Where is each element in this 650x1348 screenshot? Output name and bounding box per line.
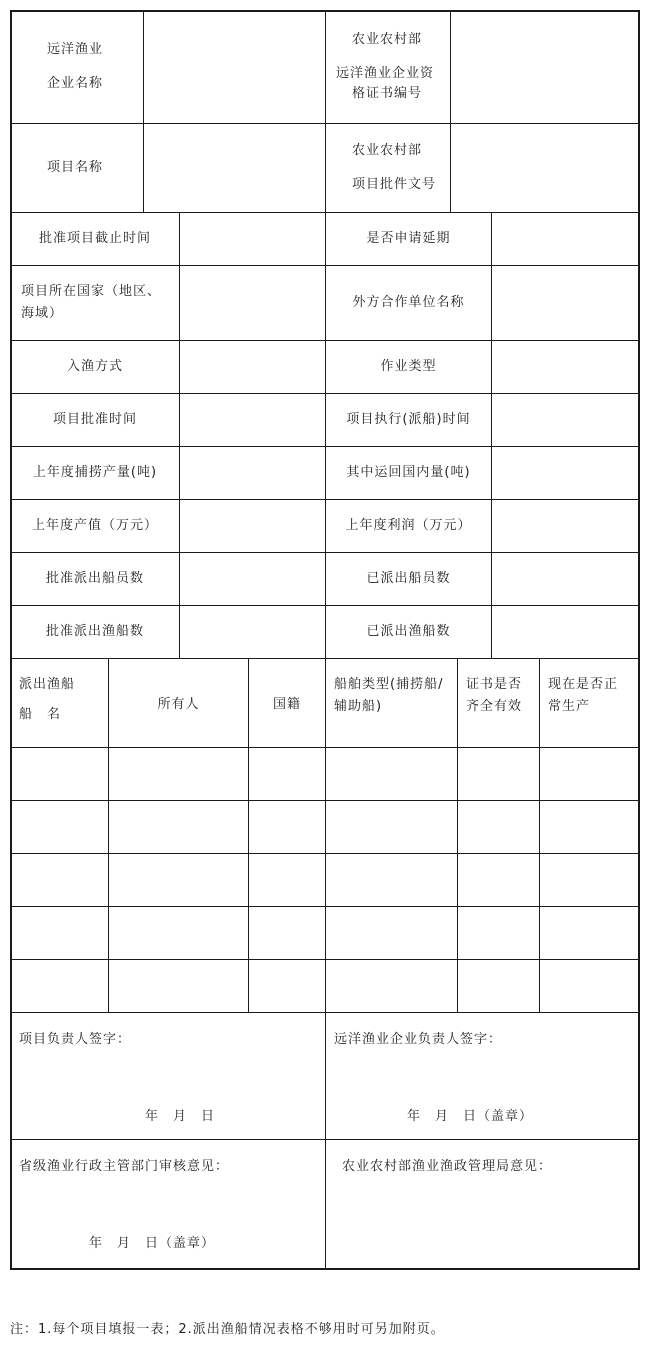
vessel-type-header-line1: 船舶类型(捕捞船/ [334, 677, 444, 692]
project-approval-time-text: 项目批准时间 [52, 412, 137, 427]
project-execution-time-text: 项目执行(派船)时间 [346, 412, 471, 427]
approved-deadline-text: 批准项目截止时间 [38, 231, 151, 246]
project-leader-date-text: 年 月 日 [144, 1109, 215, 1124]
vessel-production-header-line1: 现在是否正 [548, 677, 619, 692]
vessel-row-2-owner-field[interactable] [109, 801, 248, 853]
approved-vessels-text: 批准派出渔船数 [45, 624, 144, 639]
outer-right-border [638, 10, 640, 1270]
approved-deadline-label [11, 213, 179, 265]
vessel-row-2-vessel-name-field[interactable] [11, 801, 108, 853]
h-rule [10, 1012, 638, 1013]
approved-crew-label [11, 553, 179, 605]
enterprise-name-field[interactable] [144, 11, 325, 123]
vessel-production-header-line2: 常生产 [548, 699, 591, 714]
last-year-profit-text: 上年度利润（万元） [345, 518, 472, 533]
vessel-name-header-line2: 船 名 [19, 707, 62, 722]
field-project-execution-time[interactable] [492, 394, 638, 446]
h-rule [10, 1139, 638, 1140]
vessel-cert-header [458, 659, 539, 747]
vessel-row-2-flag-field[interactable] [249, 801, 325, 853]
vessel-cert-header-line1: 证书是否 [466, 677, 523, 692]
vessel-row-4-vessel-name-field[interactable] [11, 907, 108, 959]
field-last-year-output[interactable] [180, 500, 325, 552]
field-foreign-partner[interactable] [492, 266, 638, 340]
vessel-row-2-vessel-type-field[interactable] [326, 801, 457, 853]
vessel-row-1-in-production-field[interactable] [540, 748, 638, 800]
operation-type-text: 作业类型 [380, 359, 437, 374]
foreign-partner-text: 外方合作单位名称 [352, 295, 465, 310]
last-year-output-text: 上年度产值（万元） [31, 518, 158, 533]
vessel-row-1-cert-valid-field[interactable] [458, 748, 539, 800]
fishing-mode-label [11, 341, 179, 393]
field-approved-vessels[interactable] [180, 606, 325, 658]
vessel-production-header [540, 659, 638, 747]
vessel-row-4-in-production-field[interactable] [540, 907, 638, 959]
field-dispatched-vessels[interactable] [492, 606, 638, 658]
project-execution-time-label [326, 394, 491, 446]
vessel-owner-header-text: 所有人 [157, 697, 200, 712]
enterprise-leader-sign-text: 远洋渔业企业负责人签字： [334, 1032, 503, 1047]
project-approval-number-label [326, 124, 450, 212]
project-leader-sign-text: 项目负责人签字： [19, 1032, 132, 1047]
vessel-row-4-flag-field[interactable] [249, 907, 325, 959]
apply-extension-text: 是否申请延期 [366, 231, 451, 246]
vessel-type-header-line2: 辅助船) [334, 699, 383, 714]
field-last-year-profit[interactable] [492, 500, 638, 552]
cert-label-line1: 农业农村部 [352, 32, 423, 47]
vessel-row-1-owner-field[interactable] [109, 748, 248, 800]
project-name-label-text: 项目名称 [47, 160, 104, 175]
project-name-field[interactable] [144, 124, 325, 212]
vessel-row-4-owner-field[interactable] [109, 907, 248, 959]
vessel-row-2-in-production-field[interactable] [540, 801, 638, 853]
provincial-opinion-label [19, 1157, 319, 1177]
enterprise-name-label-line1: 远洋渔业 [47, 42, 104, 57]
shipped-home-label [326, 447, 491, 499]
enterprise-cert-number-label [326, 11, 450, 123]
vessel-row-3-owner-field[interactable] [109, 854, 248, 906]
operation-type-label [326, 341, 491, 393]
vessel-row-5-vessel-name-field[interactable] [11, 960, 108, 1012]
field-approved-crew[interactable] [180, 553, 325, 605]
field-apply-extension[interactable] [492, 213, 638, 265]
vessel-name-header [11, 659, 108, 747]
ministry-opinion-label [342, 1157, 632, 1177]
dispatched-vessels-label [326, 606, 491, 658]
last-year-catch-text: 上年度捕捞产量(吨) [32, 465, 158, 480]
field-operation-type[interactable] [492, 341, 638, 393]
vessel-row-1-vessel-type-field[interactable] [326, 748, 457, 800]
vessel-row-5-flag-field[interactable] [249, 960, 325, 1012]
field-dispatched-crew[interactable] [492, 553, 638, 605]
project-leader-sign-date [120, 1105, 240, 1124]
vessel-row-5-vessel-type-field[interactable] [326, 960, 457, 1012]
approval-label-line2: 项目批件文号 [352, 177, 437, 192]
shipped-home-text: 其中运回国内量(吨) [346, 465, 471, 480]
footnote-text: 注：1.每个项目填报一表；2.派出渔船情况表格不够用时可另加附页。 [10, 1322, 445, 1337]
vessel-row-5-cert-valid-field[interactable] [458, 960, 539, 1012]
dispatched-crew-text: 已派出船员数 [366, 571, 451, 586]
field-shipped-home[interactable] [492, 447, 638, 499]
vessel-flag-header-text: 国籍 [272, 697, 301, 712]
fishing-mode-text: 入渔方式 [66, 359, 123, 374]
enterprise-leader-date-text: 年 月 日（盖章） [406, 1109, 533, 1124]
enterprise-cert-number-field[interactable] [451, 11, 638, 123]
vessel-row-5-in-production-field[interactable] [540, 960, 638, 1012]
provincial-opinion-text: 省级渔业行政主管部门审核意见： [19, 1159, 230, 1174]
enterprise-leader-sign-date [400, 1105, 540, 1124]
foreign-partner-label [326, 266, 491, 340]
vessel-row-1-flag-field[interactable] [249, 748, 325, 800]
cert-label-line3: 格证书编号 [352, 86, 423, 101]
field-project-country[interactable] [180, 266, 325, 340]
ministry-opinion-text: 农业农村部渔业渔政管理局意见： [342, 1159, 553, 1174]
project-leader-sign-label [19, 1030, 319, 1050]
dispatched-crew-label [326, 553, 491, 605]
last-year-output-label [11, 500, 179, 552]
outer-bottom-border [10, 1268, 640, 1270]
field-approved-deadline[interactable] [180, 213, 325, 265]
project-country-line2: 海域） [21, 306, 64, 321]
vessel-row-4-vessel-type-field[interactable] [326, 907, 457, 959]
project-country-line1: 项目所在国家（地区、 [21, 284, 162, 299]
enterprise-leader-sign-label [334, 1030, 634, 1050]
field-fishing-mode[interactable] [180, 341, 325, 393]
vessel-row-3-vessel-name-field[interactable] [11, 854, 108, 906]
field-last-year-catch[interactable] [180, 447, 325, 499]
approved-crew-text: 批准派出船员数 [45, 571, 144, 586]
vessel-name-header-line1: 派出渔船 [19, 677, 76, 692]
vessel-row-4-cert-valid-field[interactable] [458, 907, 539, 959]
vessel-row-3-flag-field[interactable] [249, 854, 325, 906]
vessel-cert-header-line2: 齐全有效 [466, 699, 523, 714]
dispatched-vessels-text: 已派出渔船数 [366, 624, 451, 639]
footnote [10, 1318, 445, 1337]
vessel-row-5-owner-field[interactable] [109, 960, 248, 1012]
vessel-row-3-in-production-field[interactable] [540, 854, 638, 906]
approved-vessels-label [11, 606, 179, 658]
project-approval-time-label [11, 394, 179, 446]
last-year-profit-label [326, 500, 491, 552]
vessel-owner-header [109, 659, 248, 747]
vessel-row-1-vessel-name-field[interactable] [11, 748, 108, 800]
last-year-catch-label [11, 447, 179, 499]
enterprise-name-label-line2: 企业名称 [47, 76, 104, 91]
provincial-opinion-date-text: 年 月 日（盖章） [88, 1236, 215, 1251]
enterprise-name-label [11, 11, 143, 123]
field-project-approval-time[interactable] [180, 394, 325, 446]
vessel-row-3-cert-valid-field[interactable] [458, 854, 539, 906]
project-country-label [11, 266, 179, 340]
cert-label-line2: 远洋渔业企业资 [336, 66, 435, 81]
vessel-type-header [326, 659, 457, 747]
approval-label-line1: 农业农村部 [352, 143, 423, 158]
project-approval-number-field[interactable] [451, 124, 638, 212]
apply-extension-label [326, 213, 491, 265]
vessel-flag-header [249, 659, 325, 747]
project-name-label [11, 124, 143, 212]
vessel-row-3-vessel-type-field[interactable] [326, 854, 457, 906]
vessel-row-2-cert-valid-field[interactable] [458, 801, 539, 853]
provincial-opinion-date [82, 1232, 222, 1251]
